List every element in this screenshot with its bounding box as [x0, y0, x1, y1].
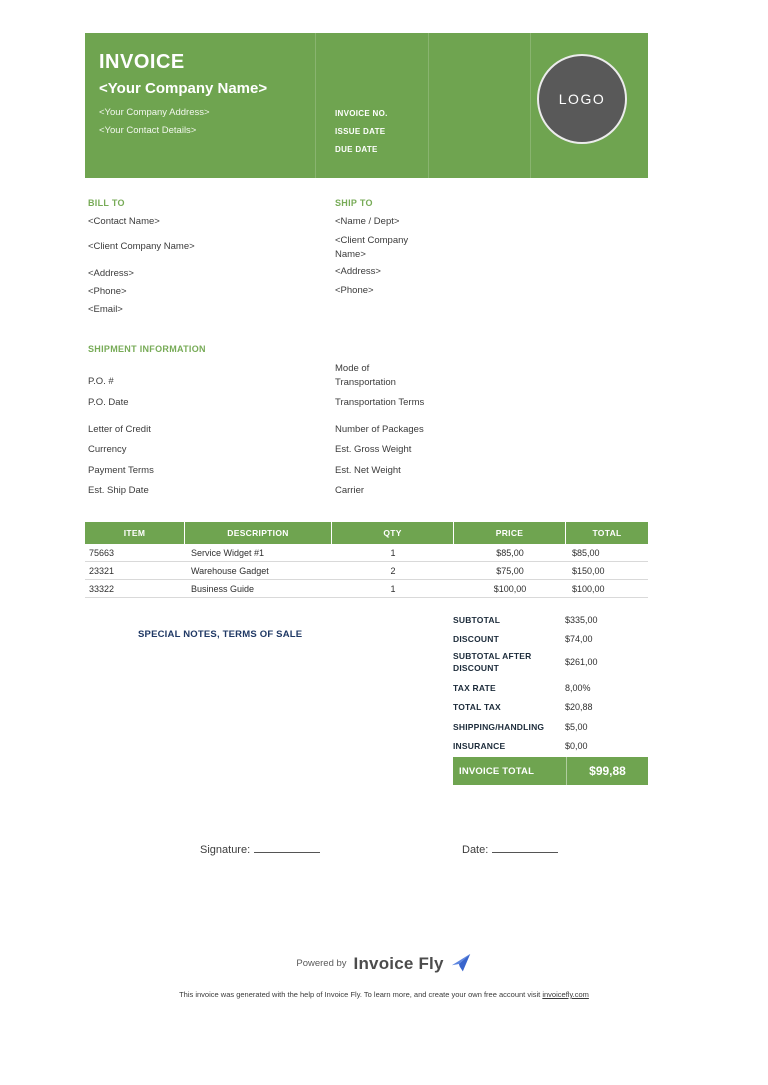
totals-row-total-tax: [453, 701, 648, 713]
totals-label: SHIPPING/HANDLING: [453, 722, 545, 732]
invoice-total-value: $99,88: [589, 764, 626, 778]
po-number-label: P.O. #: [88, 376, 114, 387]
ship-to-company-name: <Client Company Name>: [335, 235, 409, 260]
date-field: [462, 840, 558, 856]
payment-terms-label: Payment Terms: [88, 465, 154, 476]
totals-row-tax-rate: [453, 682, 648, 694]
qty-cell: 1: [390, 547, 396, 558]
po-date-label: P.O. Date: [88, 397, 129, 408]
carrier-label: Carrier: [335, 485, 365, 496]
invoice-fly-wordmark: Invoice Fly: [353, 953, 444, 973]
signature-label: Signature:: [200, 844, 251, 856]
price-cell: $100,00: [493, 583, 527, 594]
invoice-title: INVOICE: [99, 51, 185, 73]
bill-to-company-name: <Client Company Name>: [88, 241, 195, 252]
company-logo-placeholder: [537, 54, 627, 144]
est-ship-date-label: Est. Ship Date: [88, 485, 149, 496]
totals-row-discount: [453, 633, 648, 645]
number-of-packages-label: Number of Packages: [335, 424, 424, 435]
qty-cell: 2: [390, 565, 396, 576]
totals-value: $261,00: [565, 657, 598, 667]
totals-label: DISCOUNT: [453, 634, 499, 644]
item-code-cell: 75663: [89, 547, 115, 558]
invoice-header-banner: [85, 33, 648, 178]
company-name-placeholder: <Your Company Name>: [99, 80, 268, 97]
letter-of-credit-label: Letter of Credit: [88, 424, 151, 435]
issue-date-label: ISSUE DATE: [335, 127, 386, 136]
shipment-information-heading: SHIPMENT INFORMATION: [88, 344, 206, 354]
price-cell: $75,00: [496, 565, 524, 576]
totals-label: INSURANCE: [453, 741, 506, 751]
totals-row-shipping-handling: [453, 721, 648, 733]
ship-to-name-dept: <Name / Dept>: [335, 216, 400, 227]
totals-row-subtotal-after-discount: [453, 650, 648, 674]
total-cell: $100,00: [572, 583, 605, 594]
totals-row-insurance: [453, 740, 648, 752]
qty-cell: 1: [390, 583, 396, 594]
table-header-row: [85, 522, 648, 544]
column-header-total: TOTAL: [566, 522, 648, 544]
invoicefly-link[interactable]: invoicefly.com: [542, 990, 589, 999]
ship-to-heading: SHIP TO: [335, 198, 373, 208]
bill-to-contact-name: <Contact Name>: [88, 216, 160, 227]
totals-label: SUBTOTAL: [453, 615, 501, 625]
fine-print-text: This invoice was generated with the help of Invoice Fly. To learn more, and create your own free account visit: [179, 990, 543, 999]
ship-to-phone: <Phone>: [335, 285, 374, 296]
total-cell: $150,00: [572, 565, 605, 576]
special-notes-heading: SPECIAL NOTES, TERMS OF SALE: [138, 629, 303, 640]
signature-line[interactable]: [254, 840, 320, 853]
table-row: [85, 562, 648, 580]
logo-text: LOGO: [558, 91, 606, 107]
totals-value: $0,00: [565, 741, 588, 751]
column-header-qty: QTY: [332, 522, 454, 544]
est-gross-weight-label: Est. Gross Weight: [335, 444, 412, 455]
contact-details-placeholder: <Your Contact Details>: [99, 125, 197, 136]
item-code-cell: 23321: [89, 565, 115, 576]
description-cell: Service Widget #1: [191, 547, 265, 558]
signature-field: [200, 840, 320, 856]
totals-value: $74,00: [565, 634, 593, 644]
powered-by-footer: [0, 953, 768, 974]
est-net-weight-label: Est. Net Weight: [335, 465, 401, 476]
transportation-terms-label: Transportation Terms: [335, 397, 425, 408]
totals-value: $5,00: [565, 722, 588, 732]
bill-to-heading: BILL TO: [88, 198, 125, 208]
totals-label: TOTAL TAX: [453, 702, 501, 712]
total-cell: $85,00: [572, 547, 600, 558]
footer-fine-print: [0, 990, 768, 999]
paper-plane-icon: [451, 953, 472, 974]
totals-label: TAX RATE: [453, 683, 496, 693]
table-row: [85, 580, 648, 598]
powered-by-text: Powered by: [296, 958, 347, 969]
totals-value: $335,00: [565, 615, 598, 625]
bill-to-address: <Address>: [88, 268, 134, 279]
bill-to-phone: <Phone>: [88, 286, 127, 297]
line-items-table: [85, 522, 648, 598]
mode-of-transportation-label: Mode of Transportation: [335, 363, 396, 388]
item-code-cell: 33322: [89, 583, 115, 594]
banner-column-divider: [428, 33, 429, 178]
description-cell: Warehouse Gadget: [191, 565, 269, 576]
banner-column-divider: [530, 33, 531, 178]
currency-label: Currency: [88, 444, 127, 455]
description-cell: Business Guide: [191, 583, 255, 594]
company-address-placeholder: <Your Company Address>: [99, 107, 210, 118]
invoice-total-label: INVOICE TOTAL: [459, 765, 535, 777]
column-header-price: PRICE: [454, 522, 566, 544]
column-header-description: DESCRIPTION: [185, 522, 332, 544]
invoice-total-bar: [453, 757, 648, 785]
column-header-item: ITEM: [85, 522, 185, 544]
table-row: [85, 544, 648, 562]
due-date-label: DUE DATE: [335, 145, 378, 154]
invoice-number-label: INVOICE NO.: [335, 109, 388, 118]
bill-to-email: <Email>: [88, 304, 123, 315]
banner-column-divider: [315, 33, 316, 178]
date-label: Date:: [462, 844, 489, 856]
totals-value: 8,00%: [565, 683, 591, 693]
totals-label: SUBTOTAL AFTER DISCOUNT: [453, 651, 532, 673]
totals-row-subtotal: [453, 614, 648, 626]
date-line[interactable]: [492, 840, 558, 853]
totals-value: $20,88: [565, 702, 593, 712]
ship-to-address: <Address>: [335, 266, 381, 277]
price-cell: $85,00: [496, 547, 524, 558]
